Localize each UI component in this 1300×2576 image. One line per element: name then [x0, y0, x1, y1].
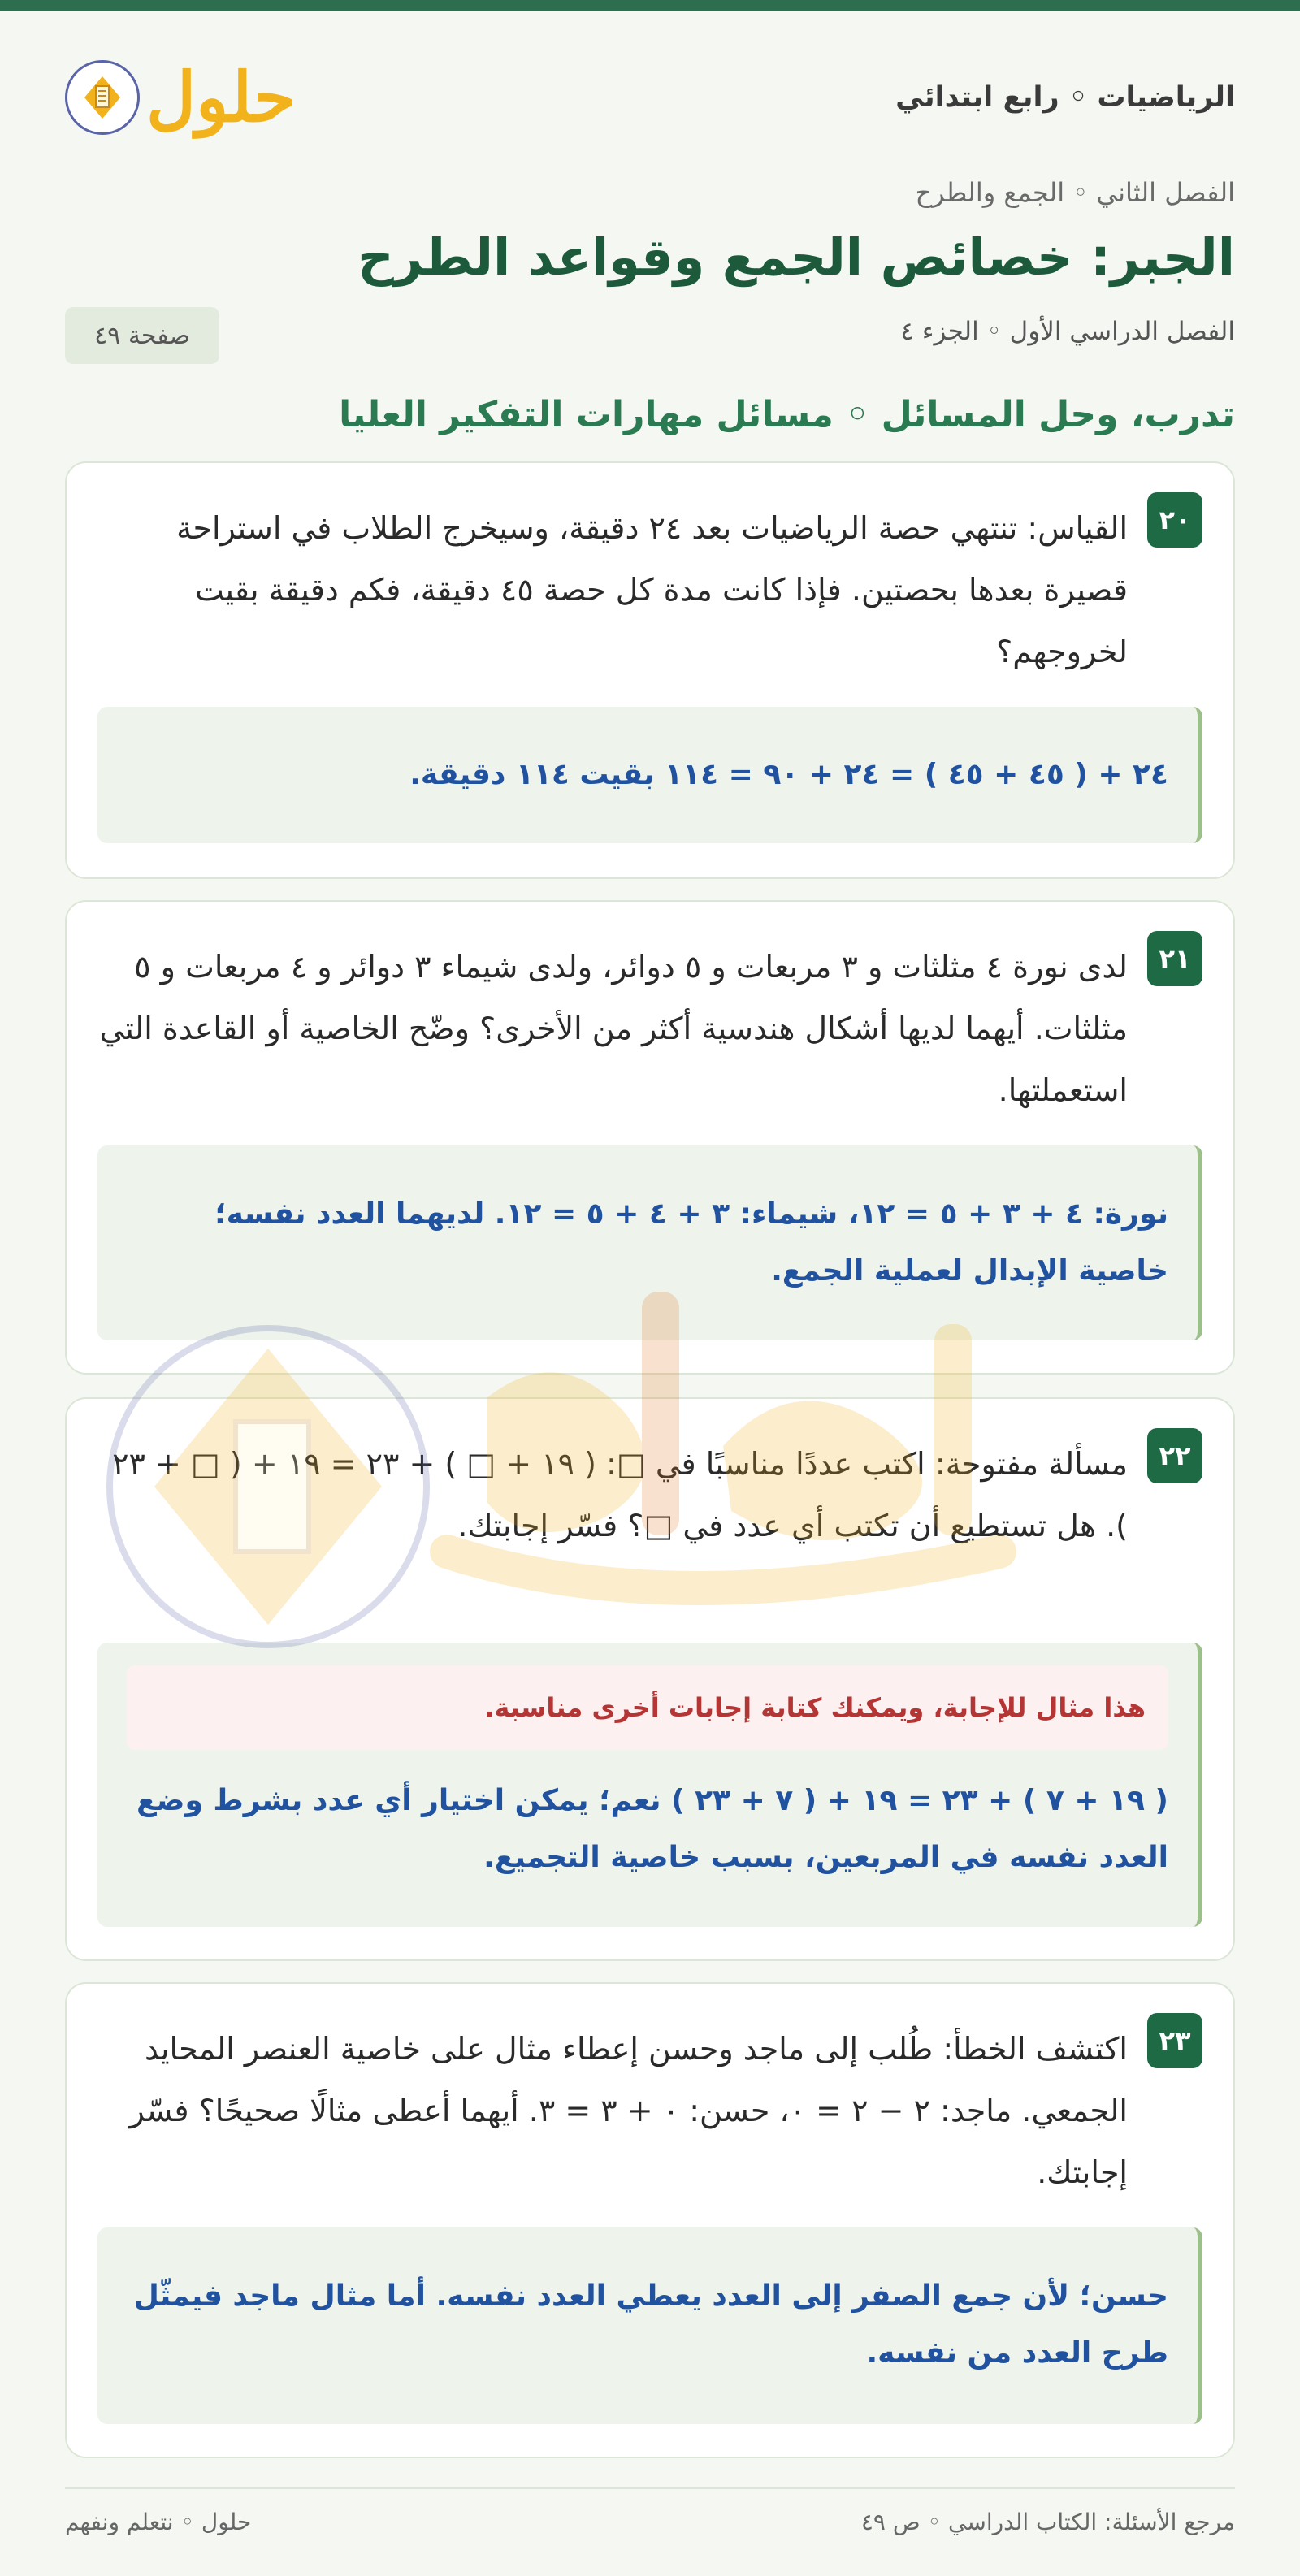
answer-text: حسن؛ لأن جمع الصفر إلى العدد يعطي العدد نفسه. أما مثال ماجد فيمثّل طرح العدد من نفسه.	[133, 2279, 1168, 2370]
section-heading: تدرب، وحل المسائل ◦ مسائل مهارات التفكير العليا	[339, 394, 1235, 435]
semester-label: الفصل الدراسي الأول ◦ الجزء ٤	[900, 317, 1235, 346]
answer-text: نورة: ٤ + ٣ + ٥ = ١٢، شيماء: ٣ + ٤ + ٥ = ١٢. لديهما العدد نفسه؛ خاصية الإبدال لعملية الجمع.	[214, 1197, 1168, 1288]
footer-brand: حلول ◦ نتعلم ونفهم	[65, 2509, 252, 2535]
footer-reference: مرجع الأسئلة: الكتاب الدراسي ◦ ص ٤٩	[860, 2509, 1235, 2535]
answer-box	[98, 707, 1202, 843]
problem-card	[65, 900, 1235, 1375]
problem-number: ٢١	[1147, 931, 1202, 986]
logo-wordmark: حلول	[146, 57, 297, 137]
subject-grade-label: الرياضيات ◦ رابع ابتدائي	[895, 81, 1235, 114]
problem-card	[65, 1397, 1235, 1961]
page-header	[65, 49, 1235, 146]
footer-divider	[65, 2487, 1235, 2489]
problem-question: القياس: تنتهي حصة الرياضيات بعد ٢٤ دقيقة، وسيخرج الطلاب في استراحة قصيرة بعدها بحصتين. فإذا كانت مدة كل حصة ٤٥ دقيقة، فكم دقيقة بقيت لخروجهم؟	[176, 510, 1128, 669]
page-number-badge: صفحة ٤٩	[65, 307, 219, 364]
breadcrumb: الفصل الثاني ◦ الجمع والطرح	[915, 177, 1235, 208]
hulool-logo[interactable]	[65, 57, 297, 137]
problem-number: ٢٠	[1147, 492, 1202, 548]
problem-question: لدى نورة ٤ مثلثات و ٣ مربعات و ٥ دوائر، ولدى شيماء ٣ دوائر و ٤ مربعات و ٥ مثلثات. أيهما لديها أشكال هندسية أكثر من الأخرى؟ وضّح الخاصية أو القاعدة التي استعملتها.	[99, 949, 1128, 1108]
book-icon	[65, 60, 140, 135]
answer-box	[98, 2227, 1202, 2424]
answer-text: ٢٤ + ( ٤٥ + ٤٥ ) = ٢٤ + ٩٠ = ١١٤ بقيت ١١٤ دقيقة.	[410, 758, 1168, 791]
top-accent-bar	[0, 0, 1300, 11]
answer-text: ( ١٩ + ٧ ) + ٢٣ = ١٩ + ( ٧ + ٢٣ ) نعم؛ يمكن اختيار أي عدد بشرط وضع العدد نفسه في المربعين، بسبب خاصية التجميع.	[136, 1784, 1168, 1874]
problem-card	[65, 461, 1235, 879]
problem-question: مسألة مفتوحة: اكتب عددًا مناسبًا في □: ( ١٩ + □ ) + ٢٣ = ١٩ + ( □ + ٢٣ ). هل تستطيع أن تكتب أي عدد في □؟ فسّر إجابتك.	[112, 1446, 1128, 1543]
answer-box	[98, 1643, 1202, 1927]
example-answer-note: هذا مثال للإجابة، ويمكنك كتابة إجابات أخرى مناسبة.	[127, 1665, 1168, 1750]
problem-number: ٢٢	[1147, 1428, 1202, 1483]
answer-box	[98, 1145, 1202, 1340]
problem-question: اكتشف الخطأ: طُلب إلى ماجد وحسن إعطاء مثال على خاصية العنصر المحايد الجمعي. ماجد: ٢ − ٢ = ٠، حسن: ٠ + ٣ = ٣. أيهما أعطى مثالًا صحيحًا؟ فسّر إجابتك.	[129, 2031, 1128, 2190]
problem-card	[65, 1982, 1235, 2458]
page-title: الجبر: خصائص الجمع وقواعد الطرح	[358, 227, 1235, 287]
problem-number: ٢٣	[1147, 2013, 1202, 2068]
